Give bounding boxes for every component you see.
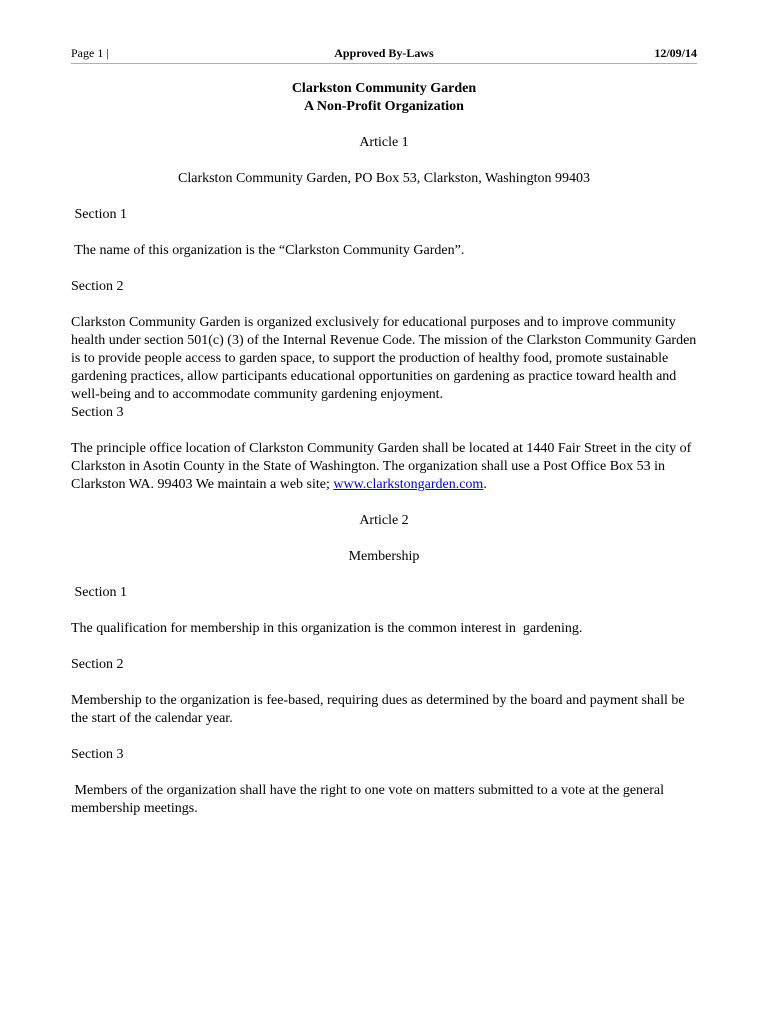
page-header — [71, 46, 697, 64]
document-body — [71, 80, 697, 818]
page-number: Page 1 | — [71, 46, 109, 60]
office-location-text: The principle office location of Clarkston Community Garden shall be located at 1440 Fair Street in the city of Clarkston in Asotin County in the State of Washington. The organization shall use a Post Office Box 53 in Clarkston WA. 99403 We maintain a web site; — [71, 441, 692, 492]
article-2-subheading: Membership — [348, 549, 420, 564]
article-1-section-2-heading: Section 2 — [71, 279, 124, 294]
website-link[interactable]: www.clarkstongarden.com — [333, 477, 484, 492]
article-2-section-2-text: Membership to the organization is fee-based, requiring dues as determined by the board and payment shall be the start of the calendar year. — [71, 693, 685, 726]
article-2-section-3-heading: Section 3 — [71, 747, 124, 762]
article-1-section-3-heading: Section 3 — [71, 405, 124, 420]
article-1-section-2-text: Clarkston Community Garden is organized exclusively for educational purposes and to improve community health under section 501(c) (3) of the Internal Revenue Code. The mission of the Clarkston Community Garden is to provide people access to garden space, to support the production of healthy food, promote sustainable gardening practices, allow participants educational opportunities on gardening as practice toward health and well-being and to accommodate community gardening enjoyment. — [71, 315, 697, 402]
link-period: . — [483, 477, 487, 492]
article-2-section-3-text: Members of the organization shall have the right to one vote on matters submitted to a vote at the general membership meetings. — [71, 783, 668, 816]
organization-address: Clarkston Community Garden, PO Box 53, Clarkston, Washington 99403 — [178, 171, 590, 186]
article-2-section-1-heading: Section 1 — [71, 585, 127, 600]
article-1-heading: Article 1 — [359, 135, 409, 150]
article-1-section-3-text — [71, 440, 697, 494]
article-2-heading: Article 2 — [359, 513, 409, 528]
article-2-section-1-text: The qualification for membership in this organization is the common interest in gardening. — [71, 621, 583, 636]
article-2-section-2-heading: Section 2 — [71, 657, 124, 672]
article-1-section-1-text: The name of this organization is the “Clarkston Community Garden”. — [71, 243, 465, 258]
header-date: 12/09/14 — [654, 46, 697, 60]
organization-type: A Non-Profit Organization — [304, 99, 464, 114]
organization-name: Clarkston Community Garden — [291, 81, 477, 96]
header-title: Approved By-Laws — [334, 46, 434, 60]
article-1-section-1-heading: Section 1 — [71, 207, 127, 222]
